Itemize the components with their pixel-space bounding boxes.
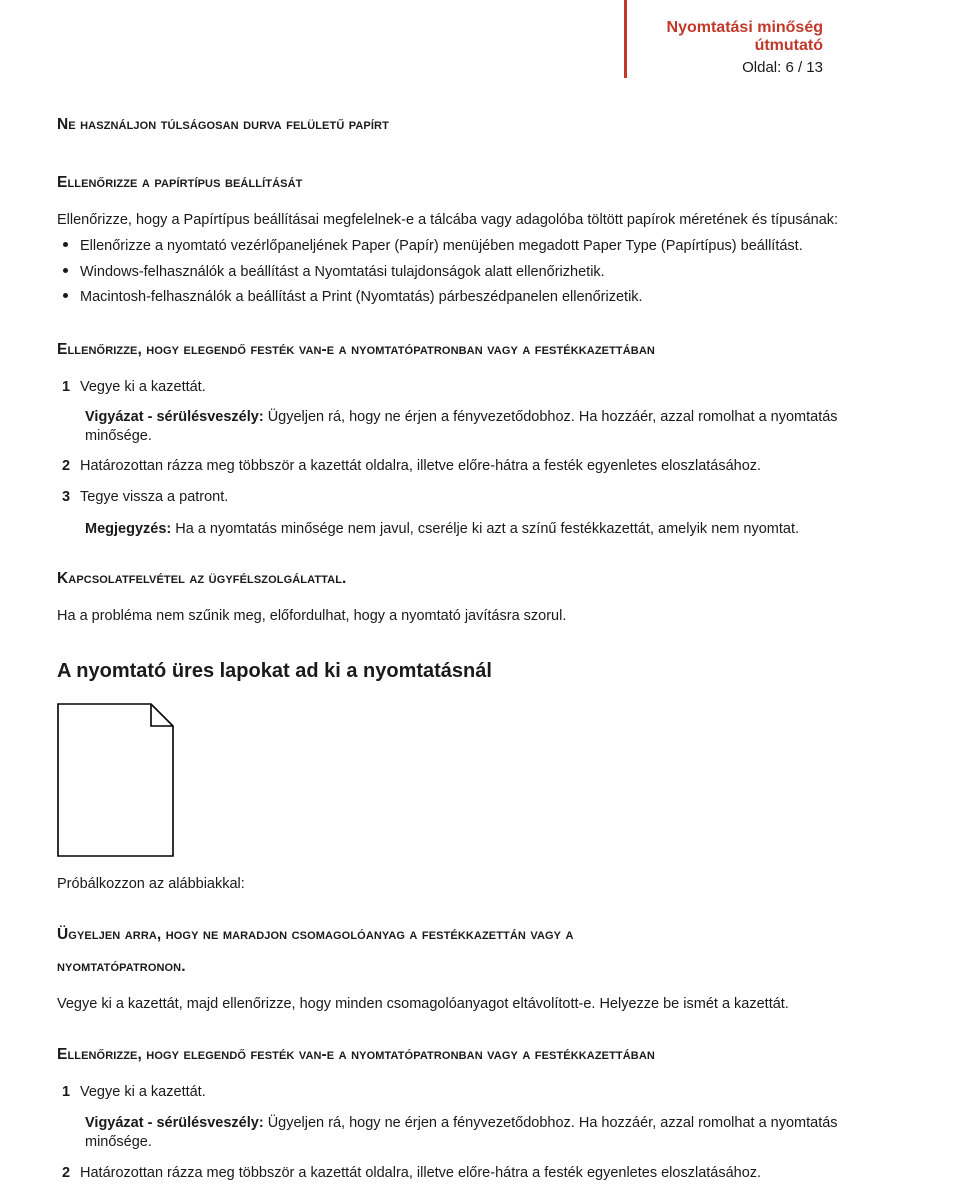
step-item: 2 Határozottan rázza meg többször a kazettát oldalra, illetve előre-hátra a festék egyenletes eloszlatásához.: [62, 1165, 762, 1181]
bullet-icon: [63, 293, 68, 298]
header-title: Nyomtatási minőség útmutató: [666, 19, 823, 54]
page-number: Oldal: 6 / 13: [742, 59, 823, 76]
step-item: 3 Tegye vissza a patront.: [62, 489, 229, 505]
step-item: 1 Vegye ki a kazettát.: [62, 379, 206, 395]
heading-paper-type: Ellenőrizze a papírtípus beállítását: [57, 174, 303, 191]
bullet-item: Windows-felhasználók a beállítást a Nyomtatási tulajdonságok alatt ellenőrizhetik.: [63, 264, 605, 280]
heading-toner-check-2: Ellenőrizze, hogy elegendő festék van-e a nyomtatópatronban vagy a festékkazettában: [57, 1046, 655, 1063]
section-title-blank-pages: A nyomtató üres lapokat ad ki a nyomtatásnál: [57, 660, 492, 682]
bullet-icon: [63, 242, 68, 247]
warning-label: Vigyázat - sérülésveszély:: [85, 1115, 264, 1131]
blank-page-icon: [57, 703, 175, 858]
bullet-item: Macintosh-felhasználók a beállítást a Print (Nyomtatás) párbeszédpanelen ellenőrizetik.: [63, 289, 643, 305]
page-header: [624, 0, 960, 78]
note: Megjegyzés: Ha a nyomtatás minősége nem javul, cserélje ki azt a színű festékkazettát, amelyik nem nyomtat.: [85, 521, 800, 537]
warning-note: Vigyázat - sérülésveszély: Ügyeljen rá, hogy ne érjen a fényvezetődobhoz. Ha hozzáér, azzal romolhat a nyomtatás minősége.: [85, 409, 838, 444]
warning-label: Vigyázat - sérülésveszély:: [85, 409, 264, 425]
try-text: Próbálkozzon az alábbiakkal:: [57, 876, 245, 892]
heading-contact-support: Kapcsolatfelvétel az ügyfélszolgálattal.: [57, 570, 347, 587]
contact-text: Ha a probléma nem szűnik meg, előfordulhat, hogy a nyomtató javításra szorul.: [57, 608, 567, 624]
step-item: 1 Vegye ki a kazettát.: [62, 1084, 206, 1100]
note-label: Megjegyzés:: [85, 521, 172, 537]
heading-packaging-line2: nyomtatópatronon.: [57, 958, 186, 975]
packaging-text: Vegye ki a kazettát, majd ellenőrizze, hogy minden csomagolóanyagot eltávolított-e. Helyezze be ismét a kazettát.: [57, 996, 789, 1012]
heading-toner-check: Ellenőrizze, hogy elegendő festék van-e a nyomtatópatronban vagy a festékkazettában: [57, 341, 655, 358]
bullet-icon: [63, 268, 68, 273]
heading-packaging: Ügyeljen arra, hogy ne maradjon csomagolóanyag a festékkazettán vagy a: [57, 926, 574, 943]
heading-rough-paper: Ne használjon túlságosan durva felületű papírt: [57, 116, 389, 133]
bullet-item: Ellenőrizze a nyomtató vezérlőpaneljének Paper (Papír) menüjében megadott Paper Type (Papírtípus) beállítást.: [63, 238, 803, 254]
warning-note: Vigyázat - sérülésveszély: Ügyeljen rá, hogy ne érjen a fényvezetődobhoz. Ha hozzáér, azzal romolhat a nyomtatás minősége.: [85, 1115, 838, 1150]
step-item: 2 Határozottan rázza meg többször a kazettát oldalra, illetve előre-hátra a festék egyenletes eloszlatásához.: [62, 458, 762, 474]
paper-type-intro: Ellenőrizze, hogy a Papírtípus beállításai megfelelnek-e a tálcába vagy adagolóba töltött papírok méretének és típusának:: [57, 212, 839, 228]
